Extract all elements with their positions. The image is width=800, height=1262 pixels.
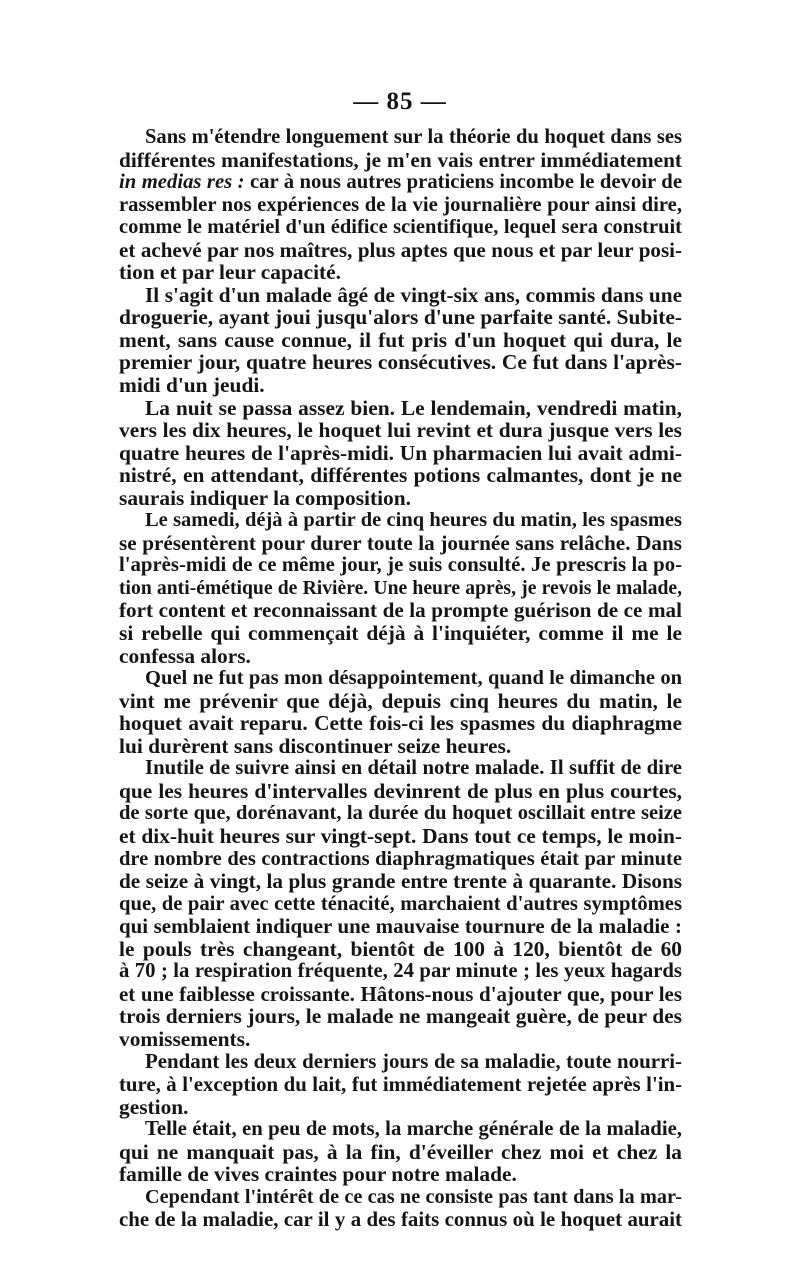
body-text — [119, 126, 682, 1231]
text-line: saurais indiquer la composition. — [119, 485, 412, 510]
text-line: quatre heures de l'après-midi. Un pharmacien lui avait admi- — [119, 440, 682, 465]
text-line: que les heures d'intervalles devinrent de plus en plus courtes, — [119, 778, 682, 803]
text-line: si rebelle qui commençait déjà à l'inquiéter, comme il me le — [119, 621, 682, 646]
text-line: Sans m'étendre longuement sur la théorie du hoquet dans ses — [145, 126, 682, 148]
text-line: Le samedi, déjà à partir de cinq heures du matin, les spasmes — [145, 509, 682, 532]
text-line: l'après-midi de ce même jour, je suis consulté. Je prescris la po- — [119, 553, 682, 577]
text-line: confessa alors. — [119, 643, 251, 668]
text-line: La nuit se passa assez bien. Le lendemain, vendredi matin, — [145, 395, 682, 420]
text-line: que, de pair avec cette ténacité, marchaient d'autres symptômes — [119, 892, 682, 915]
latin-phrase: in medias res : — [119, 171, 245, 194]
text-line: ture, à l'exception du lait, fut immédiatement rejetée après l'in- — [119, 1071, 682, 1096]
text-line: famille de vives craintes pour notre malade. — [119, 1162, 517, 1187]
text-line: Quel ne fut pas mon désappointement, quand le dimanche on — [145, 667, 682, 690]
text-line: vomissements. — [119, 1026, 251, 1051]
text-line: Inutile de suivre ainsi en détail notre malade. Il suffit de dire — [145, 757, 682, 780]
text-line: droguerie, ayant joui jusqu'alors d'une parfaite santé. Subite- — [119, 305, 682, 330]
text-line: se présentèrent pour durer toute la journée sans relâche. Dans — [119, 530, 682, 555]
text-line: de seize à vingt, la plus grande entre trente à quarante. Disons — [119, 869, 682, 894]
text-line: et dix-huit heures sur vingt-sept. Dans tout ce temps, le moin- — [119, 823, 682, 848]
text-line: comme le matériel d'un édifice scientifique, lequel sera construit — [119, 216, 682, 239]
text-line: rassembler nos expériences de la vie journalière pour ainsi dire, — [119, 193, 682, 216]
text-line: premier jour, quatre heures consécutives. Ce fut dans l'après- — [119, 350, 682, 375]
text-line: vint me prévenir que déjà, depuis cinq heures du matin, le — [119, 688, 682, 713]
text-line: le pouls très changeant, bientôt de 100 à 120, bientôt de 60 — [119, 936, 682, 961]
text-line: trois derniers jours, le malade ne mangeait guère, de peur des — [119, 1004, 682, 1029]
text-line: tion et par leur capacité. — [119, 260, 341, 285]
text-line: vers les dix heures, le hoquet lui revint et dura jusque vers les — [119, 418, 682, 443]
text-line: midi d'un jeudi. — [119, 373, 265, 398]
text-line: Telle était, en peu de mots, la marche générale de la maladie, — [145, 1118, 682, 1141]
text-line: che de la maladie, car il y a des faits connus où le hoquet aurait — [119, 1207, 682, 1232]
text-line: différentes manifestations, je m'en vais entrer immédiatement — [119, 147, 682, 172]
text-line: lui durèrent sans discontinuer seize heures. — [119, 733, 512, 758]
text-line: tion anti-émétique de Rivière. Une heure après, je revois le malade, — [119, 576, 682, 599]
text-line: Il s'agit d'un malade âgé de vingt-six ans, commis dans une — [145, 282, 682, 307]
text-line: de sorte que, dorénavant, la durée du hoquet oscillait entre seize — [119, 802, 682, 825]
text-line: hoquet avait reparu. Cette fois-ci les spasmes du diaphragme — [119, 711, 682, 736]
text-line: et une faiblesse croissante. Hâtons-nous d'ajouter que, pour les — [119, 981, 682, 1006]
text-line: qui ne manquait pas, à la fin, d'éveiller chez moi et chez la — [119, 1139, 682, 1164]
text-line: qui semblaient indiquer une mauvaise tournure de la maladie : — [119, 914, 682, 939]
text-line: in medias res : car à nous autres praticiens incombe le devoir de — [119, 171, 682, 194]
text-line: ment, sans cause connue, il fut pris d'un hoquet qui dura, le — [119, 327, 682, 352]
text-line: Pendant les deux derniers jours de sa maladie, toute nourri- — [145, 1049, 682, 1074]
text-line: gestion. — [119, 1094, 189, 1119]
text-line: nistré, en attendant, différentes potions calmantes, dont je ne — [119, 463, 682, 488]
text-line: fort content et reconnaissant de la prompte guérison de ce mal — [119, 598, 682, 623]
text-line: dre nombre des contractions diaphragmatiques était par minute — [119, 847, 682, 870]
text-line: Cependant l'intérêt de ce cas ne consiste pas tant dans la mar- — [145, 1185, 682, 1208]
text-line: à 70 ; la respiration fréquente, 24 par minute ; les yeux hagards — [119, 960, 682, 983]
text-line: et achevé par nos maîtres, plus aptes que nous et par leur posi- — [119, 237, 682, 262]
page-number: — 85 — — [353, 88, 447, 115]
